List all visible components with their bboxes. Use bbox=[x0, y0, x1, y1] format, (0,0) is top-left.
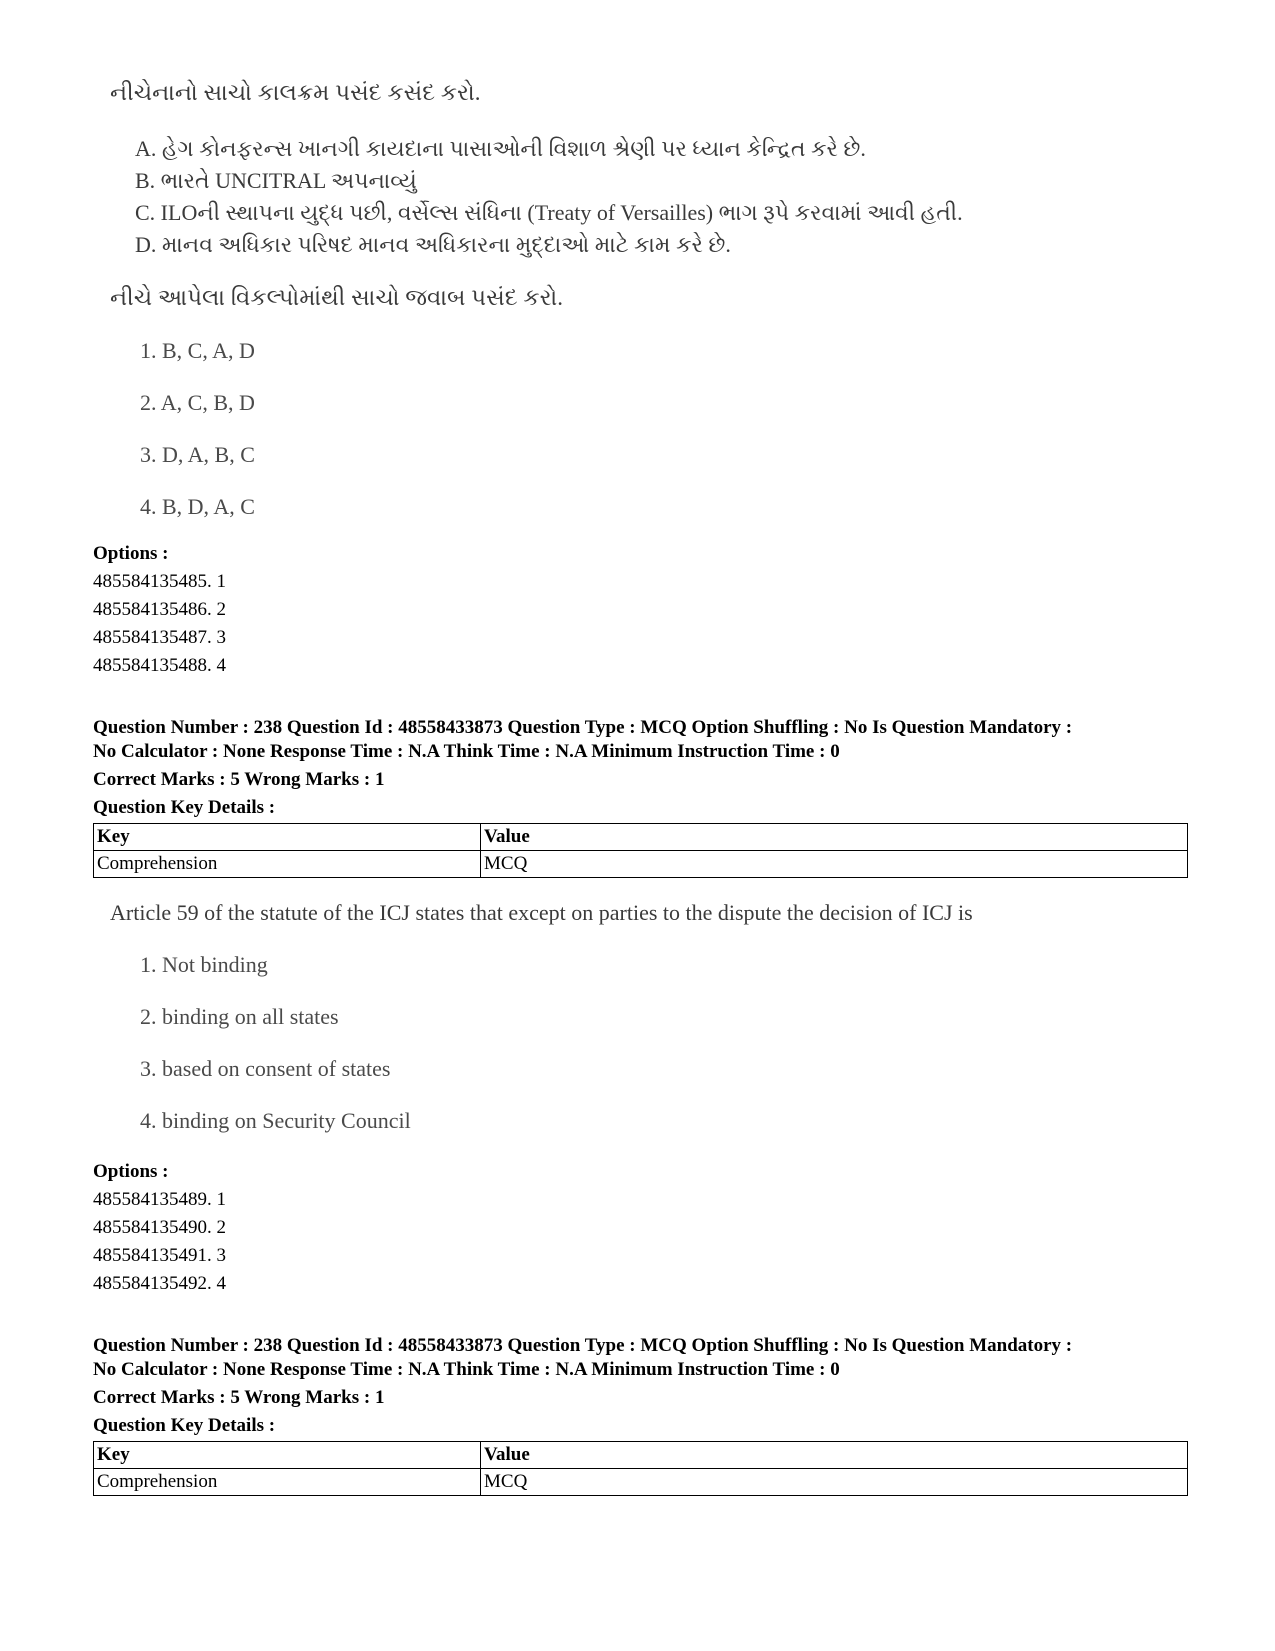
question-meta-line1: Question Number : 238 Question Id : 48558433873 Question Type : MCQ Option Shuffling : No Is Question Mandatory : bbox=[93, 717, 1073, 738]
choice-2: 2. binding on all states bbox=[140, 1004, 339, 1029]
table-header-value: Value bbox=[481, 1442, 1188, 1469]
statement-c: C. ILOની સ્થાપના યુદ્ધ પછી, વર્સેલ્સ સંધિના (Treaty of Versailles) ભાગ રૂપે કરવામાં આવી હતી. bbox=[135, 200, 963, 225]
choice-1: 1. B, C, A, D bbox=[140, 338, 255, 363]
marks-line: Correct Marks : 5 Wrong Marks : 1 bbox=[93, 1387, 385, 1408]
key-value-table bbox=[93, 823, 1188, 878]
options-label: Options : bbox=[93, 1161, 169, 1182]
table-header-row bbox=[94, 1442, 1188, 1469]
option-1: 485584135485. 1 bbox=[93, 571, 226, 592]
choice-4: 4. binding on Security Council bbox=[140, 1108, 411, 1133]
choice-4: 4. B, D, A, C bbox=[140, 494, 255, 519]
option-2: 485584135490. 2 bbox=[93, 1217, 226, 1238]
statement-a: A. હેગ કોનફરન્સ ખાનગી કાયદાના પાસાઓની વિશાળ શ્રેણી પર ધ્યાન કેન્દ્રિત કરે છે. bbox=[135, 136, 866, 161]
statement-d: D. માનવ અધિકાર પરિષદ માનવ અધિકારના મુદ્દાઓ માટે કામ કરે છે. bbox=[135, 232, 731, 257]
table-row bbox=[94, 1469, 1188, 1496]
option-4: 485584135488. 4 bbox=[93, 655, 226, 676]
statement-b: B. ભારતે UNCITRAL અપનાવ્યું bbox=[135, 168, 417, 193]
table-row bbox=[94, 851, 1188, 878]
key-details-label: Question Key Details : bbox=[93, 797, 276, 818]
question-meta-line2: No Calculator : None Response Time : N.A Think Time : N.A Minimum Instruction Time : 0 bbox=[93, 741, 840, 762]
table-header-value: Value bbox=[481, 824, 1188, 851]
option-2: 485584135486. 2 bbox=[93, 599, 226, 620]
table-cell-key: Comprehension bbox=[94, 1469, 481, 1496]
choice-3: 3. D, A, B, C bbox=[140, 442, 255, 467]
choice-2: 2. A, C, B, D bbox=[140, 390, 255, 415]
question-text: Article 59 of the statute of the ICJ states that except on parties to the dispute the decision of ICJ is bbox=[110, 900, 973, 925]
select-prompt: નીચે આપેલા વિકલ્પોમાંથી સાચો જવાબ પસંદ કરો. bbox=[110, 285, 563, 310]
choice-1: 1. Not binding bbox=[140, 952, 268, 977]
marks-line: Correct Marks : 5 Wrong Marks : 1 bbox=[93, 769, 385, 790]
table-cell-value: MCQ bbox=[481, 1469, 1188, 1496]
option-3: 485584135491. 3 bbox=[93, 1245, 226, 1266]
option-1: 485584135489. 1 bbox=[93, 1189, 226, 1210]
question-intro: નીચેનાનો સાચો કાલક્રમ પસંદ કસંદ કરો. bbox=[110, 80, 481, 105]
question-meta-line2: No Calculator : None Response Time : N.A Think Time : N.A Minimum Instruction Time : 0 bbox=[93, 1359, 840, 1380]
table-cell-value: MCQ bbox=[481, 851, 1188, 878]
question-meta-line1: Question Number : 238 Question Id : 48558433873 Question Type : MCQ Option Shuffling : No Is Question Mandatory : bbox=[93, 1335, 1073, 1356]
table-header-key: Key bbox=[94, 1442, 481, 1469]
table-header-key: Key bbox=[94, 824, 481, 851]
options-label: Options : bbox=[93, 543, 169, 564]
choice-3: 3. based on consent of states bbox=[140, 1056, 391, 1081]
table-header-row bbox=[94, 824, 1188, 851]
option-3: 485584135487. 3 bbox=[93, 627, 226, 648]
key-value-table bbox=[93, 1441, 1188, 1496]
option-4: 485584135492. 4 bbox=[93, 1273, 226, 1294]
table-cell-key: Comprehension bbox=[94, 851, 481, 878]
key-details-label: Question Key Details : bbox=[93, 1415, 276, 1436]
